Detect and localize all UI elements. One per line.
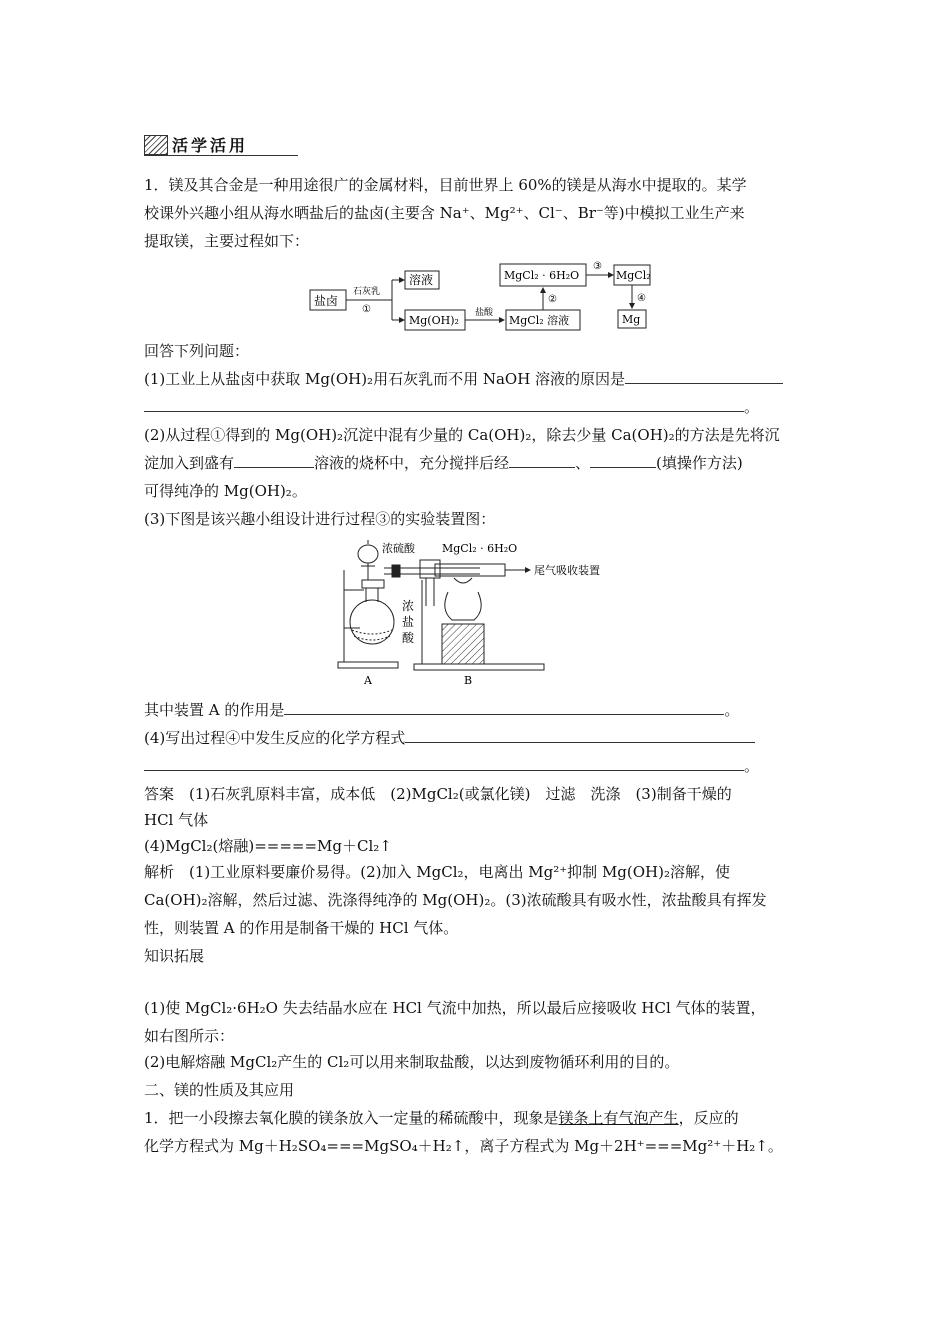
label-conc-hcl-2: 盐 [402, 615, 415, 629]
sub3-question-text: 其中装置 A 的作用是 [144, 701, 285, 719]
answer-blank-1b[interactable] [144, 397, 744, 412]
label-hydrate: MgCl₂ · 6H₂O [442, 542, 518, 555]
node-lujiu: 盐卤 [314, 294, 339, 308]
sub3-question [144, 700, 739, 720]
part2-line1 [144, 1108, 739, 1128]
sub2-text-a: 淀加入到盛有 [144, 454, 235, 472]
sub2-text-b: 溶液的烧杯中，充分搅拌后经 [314, 454, 510, 472]
process-flow-diagram [300, 252, 660, 332]
label-shihuiru: 石灰乳 [353, 287, 381, 297]
label-step3: ③ [593, 261, 602, 272]
sub2-line2 [144, 453, 743, 473]
part2-underlined-answer: 镁条上有气泡产生 [558, 1109, 679, 1127]
knowledge-line3: (2)电解熔融 MgCl₂产生的 Cl₂可以用来制取盐酸，以达到废物循环利用的目的。 [144, 1053, 680, 1071]
label-conc-hcl-3: 酸 [402, 631, 415, 645]
sub3-line: (3)下图是该兴趣小组设计进行过程③的实验装置图： [144, 510, 496, 528]
label-step1: ① [362, 304, 371, 315]
section-rule [144, 155, 298, 156]
node-mgcl2-solution: MgCl₂ 溶液 [509, 314, 570, 327]
answer-blank-2b[interactable] [509, 453, 575, 468]
part2-text-c: ，反应的 [678, 1109, 739, 1127]
part2-line2: 化学方程式为 Mg＋H₂SO₄===MgSO₄＋H₂↑，离子方程式为 Mg＋2H⁺===Mg²⁺＋H₂↑。 [144, 1137, 783, 1155]
knowledge-line2: 如右图所示： [144, 1027, 235, 1045]
node-mgcl2-hydrate: MgCl₂ · 6H₂O [504, 269, 580, 282]
label-conc-h2so4: 浓硫酸 [382, 542, 415, 555]
apparatus-diagram [330, 530, 620, 690]
label-apparatus-b: B [464, 674, 473, 687]
answer-blank-2c[interactable] [590, 453, 656, 468]
node-mgoh2: Mg(OH)₂ [409, 314, 459, 327]
q1-line3: 提取镁，主要过程如下： [144, 232, 310, 250]
analysis-line1: 解析 (1)工业原料要廉价易得。(2)加入 MgCl₂，电离出 Mg²⁺抑制 Mg(OH)₂溶解，使 [144, 863, 730, 881]
node-mg: Mg [622, 313, 641, 326]
analysis-line3: 性，则装置 A 的作用是制备干燥的 HCl 气体。 [144, 919, 459, 937]
label-tail-gas: 尾气吸收装置 [534, 564, 600, 577]
answer-blank-1[interactable] [625, 369, 783, 384]
answer-line1: 答案 (1)石灰乳原料丰富，成本低 (2)MgCl₂(或氯化镁) 过滤 洗涤 (3)制备干燥的 [144, 785, 732, 803]
answer-prompt: 回答下列问题： [144, 342, 250, 360]
part2-text-a: 1．把一小段擦去氧化膜的镁条放入一定量的稀硫酸中，现象是 [144, 1109, 559, 1127]
period: 。 [744, 757, 760, 775]
label-step2: ② [548, 294, 557, 305]
section-title: 活学活用 [172, 136, 249, 155]
q1-line2: 校课外兴趣小组从海水晒盐后的盐卤(主要含 Na⁺、Mg²⁺、Cl⁻、Br⁻等)中模拟工业生产来 [144, 204, 745, 222]
node-mgcl2: MgCl₂ [616, 269, 651, 282]
sub2-text-d: (填操作方法) [656, 454, 743, 472]
sub1-text: (1)工业上从盐卤中获取 Mg(OH)₂用石灰乳而不用 NaOH 溶液的原因是 [144, 370, 626, 388]
answer-blank-4[interactable] [405, 728, 755, 743]
sub2-text-c: 、 [575, 454, 591, 472]
answer-line2: HCl 气体 [144, 811, 209, 829]
section-marker-icon [144, 135, 168, 155]
q1-line1: 1．镁及其合金是一种用途很广的金属材料，目前世界上 60%的镁是从海水中提取的。某学 [144, 176, 747, 194]
sub2-line3: 可得纯净的 Mg(OH)₂。 [144, 482, 307, 500]
period: 。 [724, 701, 740, 719]
answer-line3: (4)MgCl₂(熔融)=====Mg＋Cl₂↑ [144, 837, 392, 855]
answer-blank-4b[interactable] [144, 756, 744, 771]
sub1-line2 [144, 397, 759, 417]
sub4-line2 [144, 756, 759, 776]
knowledge-line1: (1)使 MgCl₂·6H₂O 失去结晶水应在 HCl 气流中加热，所以最后应接吸收 HCl 气体的装置， [144, 999, 766, 1017]
sub1-line [144, 369, 783, 389]
label-apparatus-a: A [364, 674, 372, 687]
analysis-line2: Ca(OH)₂溶解，然后过滤、洗涤得纯净的 Mg(OH)₂。(3)浓硫酸具有吸水性，浓盐酸具有挥发 [144, 891, 767, 909]
answer-blank-3[interactable] [284, 700, 724, 715]
sub4-line [144, 728, 755, 748]
part2-title: 二、镁的性质及其应用 [144, 1081, 295, 1099]
label-yansuan: 盐酸 [475, 308, 494, 318]
answer-blank-2a[interactable] [234, 453, 314, 468]
sub4-text: (4)写出过程④中发生反应的化学方程式 [144, 729, 406, 747]
period: 。 [744, 398, 760, 416]
sub2-line1: (2)从过程①得到的 Mg(OH)₂沉淀中混有少量的 Ca(OH)₂，除去少量 Ca(OH)₂的方法是先将沉 [144, 426, 780, 444]
knowledge-title: 知识拓展 [144, 947, 205, 965]
node-rongye: 溶液 [409, 273, 434, 287]
label-step4: ④ [637, 293, 646, 304]
label-conc-hcl-1: 浓 [402, 599, 415, 613]
section-header [144, 133, 298, 159]
